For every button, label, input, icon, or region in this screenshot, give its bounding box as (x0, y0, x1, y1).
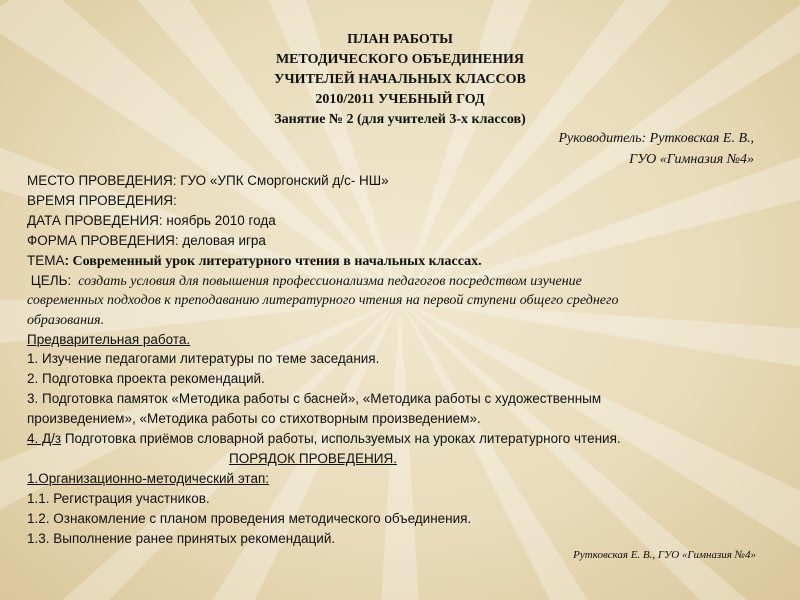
date-label: ДАТА ПРОВЕДЕНИЯ: (27, 213, 163, 228)
title-line-4: 2010/2011 УЧЕБНЫЙ ГОД (315, 92, 485, 107)
goal-row (27, 273, 767, 290)
procedure-item-1-3: 1.3. Выполнение ранее принятых рекомендаций. (27, 531, 336, 546)
theme-value: Современный урок литературного чтения в начальных классах. (69, 254, 482, 269)
goal-line-2: современных подходов к преподаванию литературного чтения на первой ступени общего среднего (27, 293, 619, 308)
leader-school: ГУО «Гимназия №4» (629, 152, 754, 167)
goal-line-3: образования. (27, 313, 105, 328)
stage-1-heading: 1.Организационно-методический этап: (27, 471, 270, 486)
form-row (27, 233, 767, 248)
procedure-item-1-2: 1.2. Ознакомление с планом проведения методического объединения. (27, 511, 472, 526)
theme-label: ТЕМА (27, 253, 65, 268)
date-row (27, 213, 767, 228)
goal-label: ЦЕЛЬ: (27, 273, 72, 288)
theme-colon: : (64, 253, 70, 268)
procedure-item-1-1: 1.1. Регистрация участников. (27, 491, 210, 506)
title-line-2: МЕТОДИЧЕСКОГО ОБЪЕДИНЕНИЯ (275, 52, 525, 67)
procedure-heading: ПОРЯДОК ПРОВЕДЕНИЯ. (229, 451, 397, 466)
place-row (27, 173, 767, 188)
time-row (27, 193, 767, 208)
place-value: ГУО «УПК Сморгонский д/с- НШ» (176, 173, 389, 188)
leader-name: Руководитель: Рутковская Е. В., (558, 131, 754, 146)
form-label: ФОРМА ПРОВЕДЕНИЯ: (27, 233, 179, 248)
place-label: МЕСТО ПРОВЕДЕНИЯ: (27, 173, 177, 188)
preliminary-item-3-line-1: 3. Подготовка памяток «Методика работы с басней», «Методика работы с художественным (27, 391, 602, 406)
form-value: деловая игра (178, 233, 266, 248)
date-value: ноябрь 2010 года (162, 213, 276, 228)
title-line-3: УЧИТЕЛЕЙ НАЧАЛЬНЫХ КЛАССОВ (274, 72, 526, 87)
title-line-1: ПЛАН РАБОТЫ (347, 32, 453, 47)
homework-text: Подготовка приёмов словарной работы, используемых на уроках литературного чтения. (61, 431, 621, 446)
preliminary-item-4 (27, 431, 767, 446)
time-label: ВРЕМЯ ПРОВЕДЕНИЯ: (27, 193, 177, 208)
preliminary-item-3-line-2: произведением», «Методика работы со стихотворным произведением». (27, 411, 481, 426)
preliminary-item-1: 1. Изучение педагогами литературы по теме заседания. (27, 351, 380, 366)
theme-row (27, 253, 767, 270)
goal-line-1: создать условия для повышения профессионализма педагогов посредством изучение (71, 274, 582, 289)
preliminary-item-2: 2. Подготовка проекта рекомендаций. (27, 371, 265, 386)
homework-label: 4. Д/з (27, 431, 62, 446)
footer-credit: Рутковская Е. В., ГУО «Гимназия №4» (573, 549, 756, 561)
preliminary-heading: Предварительная работа. (27, 332, 191, 347)
session-line: Занятие № 2 (для учителей 3-х классов) (274, 112, 526, 127)
plan-title (180, 30, 620, 130)
